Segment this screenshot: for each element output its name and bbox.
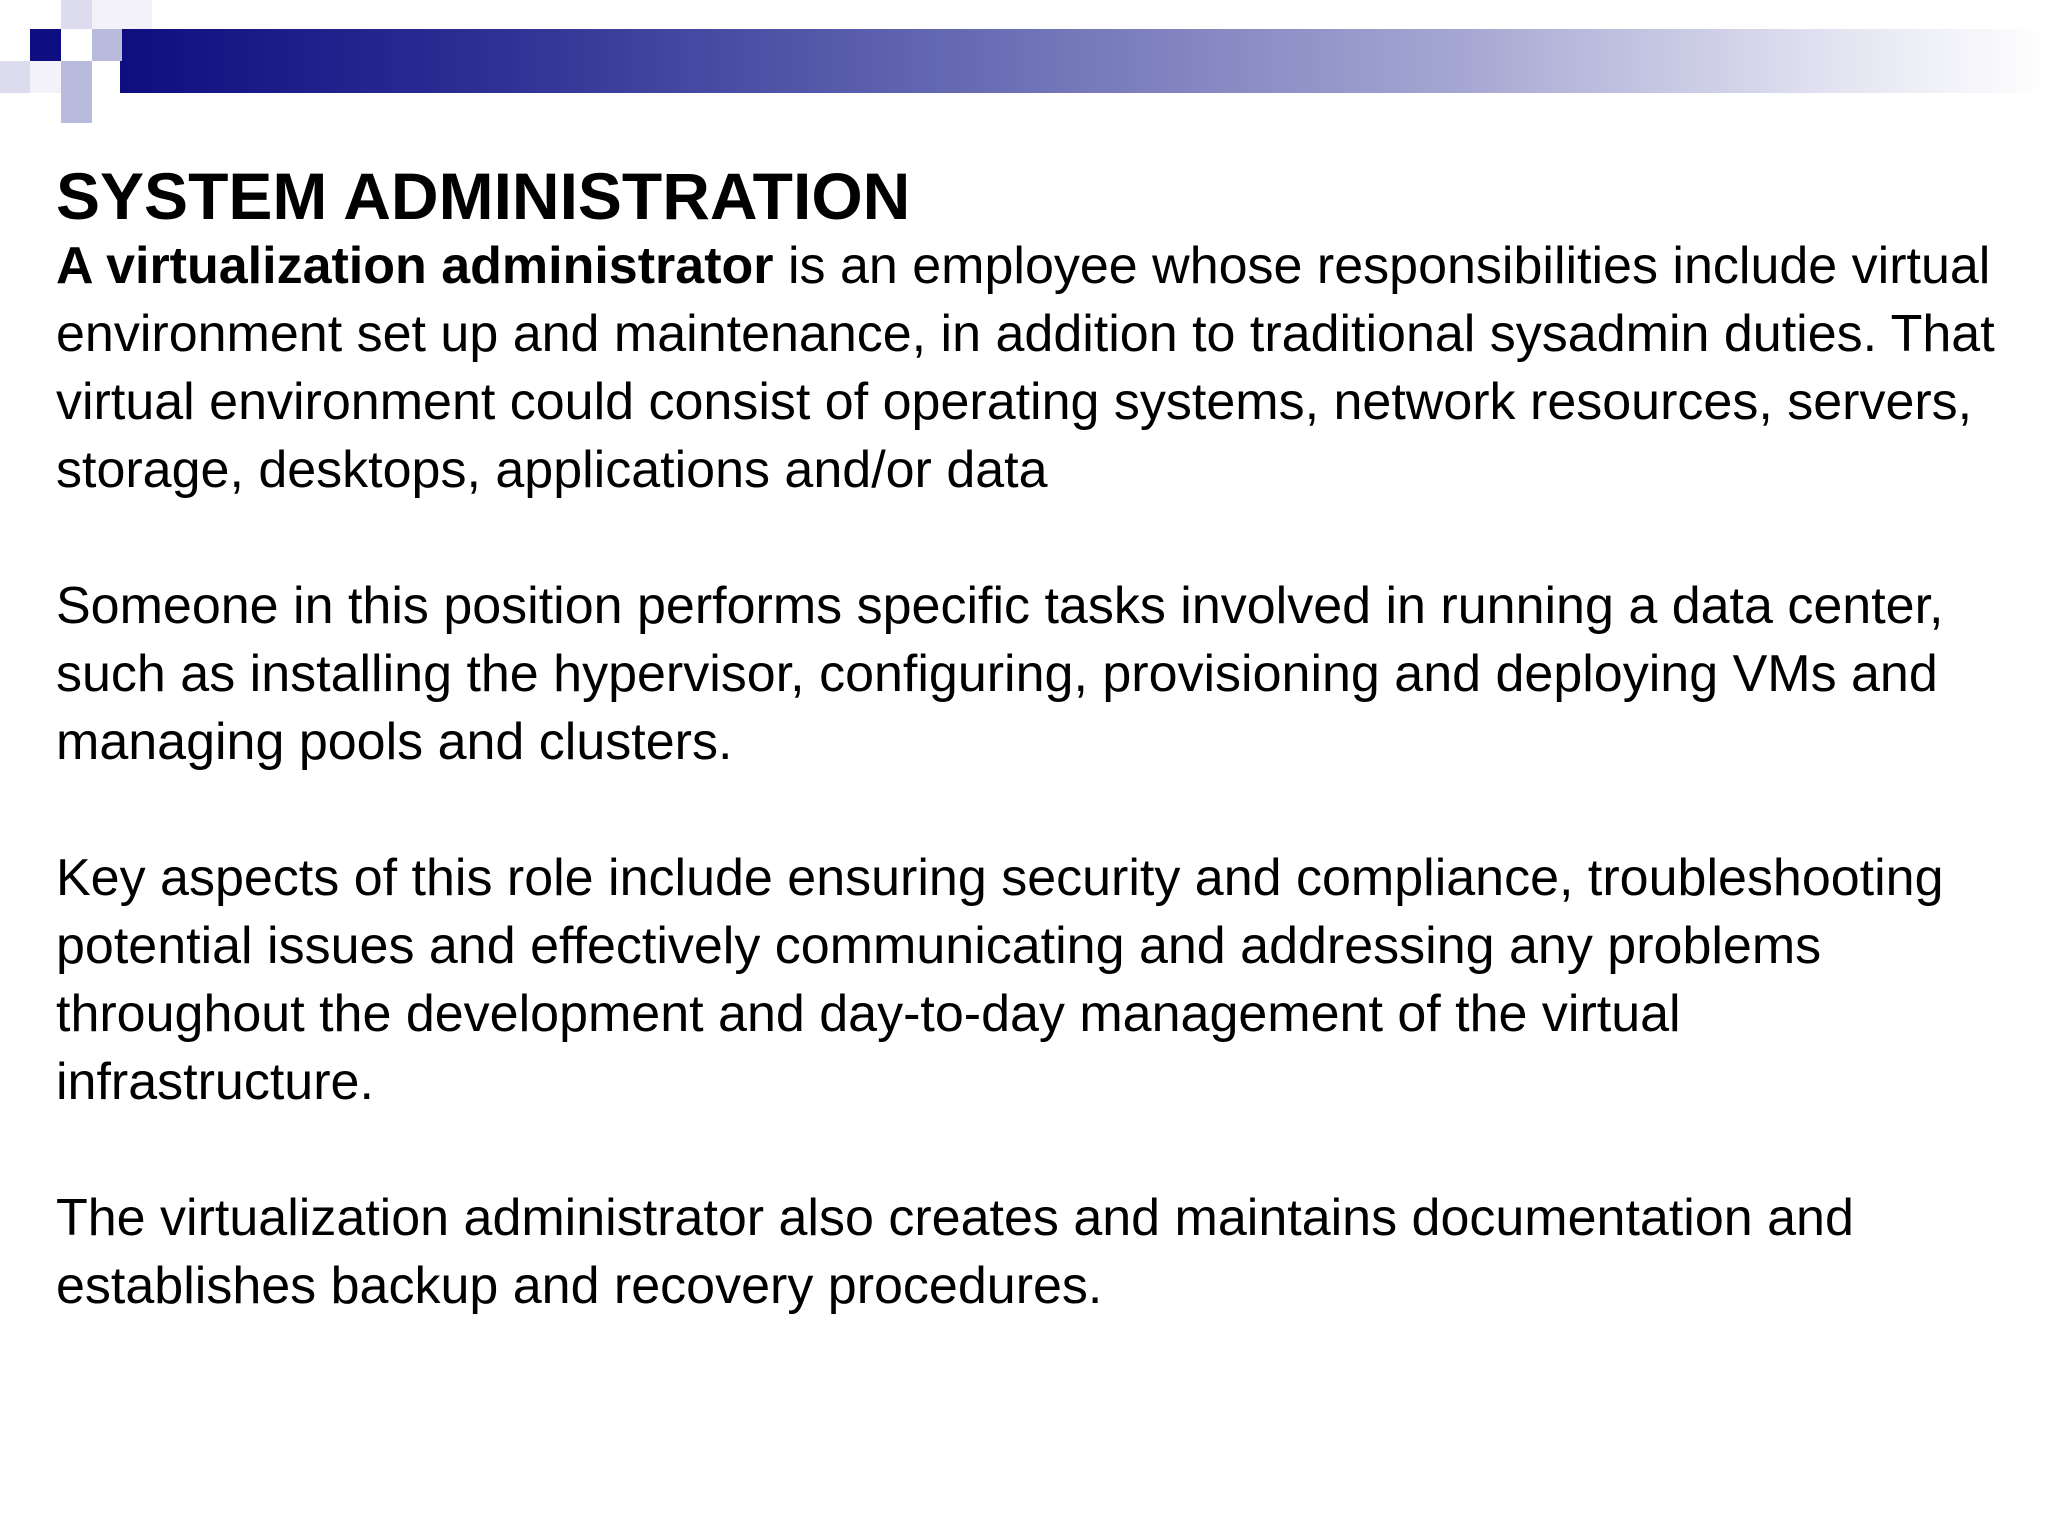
slide-title: SYSTEM ADMINISTRATION (56, 159, 911, 233)
paragraph-gap (56, 504, 2006, 572)
paragraph-gap (56, 776, 2006, 844)
decorative-square (92, 29, 122, 61)
header-gradient-bar (120, 29, 2048, 93)
paragraph-tasks: Someone in this position performs specific tasks involved in running a data center, such as installing the hypervisor, configuring, provisioning and deploying VMs and managing pools and clusters. (56, 577, 1944, 771)
decorative-square (61, 61, 92, 93)
paragraph-gap (56, 1116, 2006, 1184)
decorative-square (92, 0, 152, 29)
paragraph-key-aspects: Key aspects of this role include ensuring security and compliance, troubleshooting potential issues and effectively communicating and addressing any problems throughout the development and day-to-day management of the virtual infrastructure. (56, 849, 1944, 1111)
paragraph-lead-bold: A virtualization administrator (56, 237, 774, 295)
decorative-square (61, 93, 92, 123)
decorative-square (30, 61, 61, 93)
paragraph-documentation: The virtualization administrator also creates and maintains documentation and establishes backup and recovery procedures. (56, 1189, 1854, 1315)
paragraph-definition (56, 232, 2006, 504)
paragraph-text: is an employee whose responsibilities include virtual environment set up and maintenance, in addition to traditional sysadmin duties. That virtual environment could consist of operating systems, network resources, servers, storage, desktops, applications and/or data (56, 237, 1995, 499)
slide-content (56, 160, 2006, 1320)
decorative-square (0, 61, 30, 93)
decorative-square (61, 0, 92, 29)
slide-header-banner (0, 0, 2048, 130)
decorative-square (30, 29, 61, 61)
